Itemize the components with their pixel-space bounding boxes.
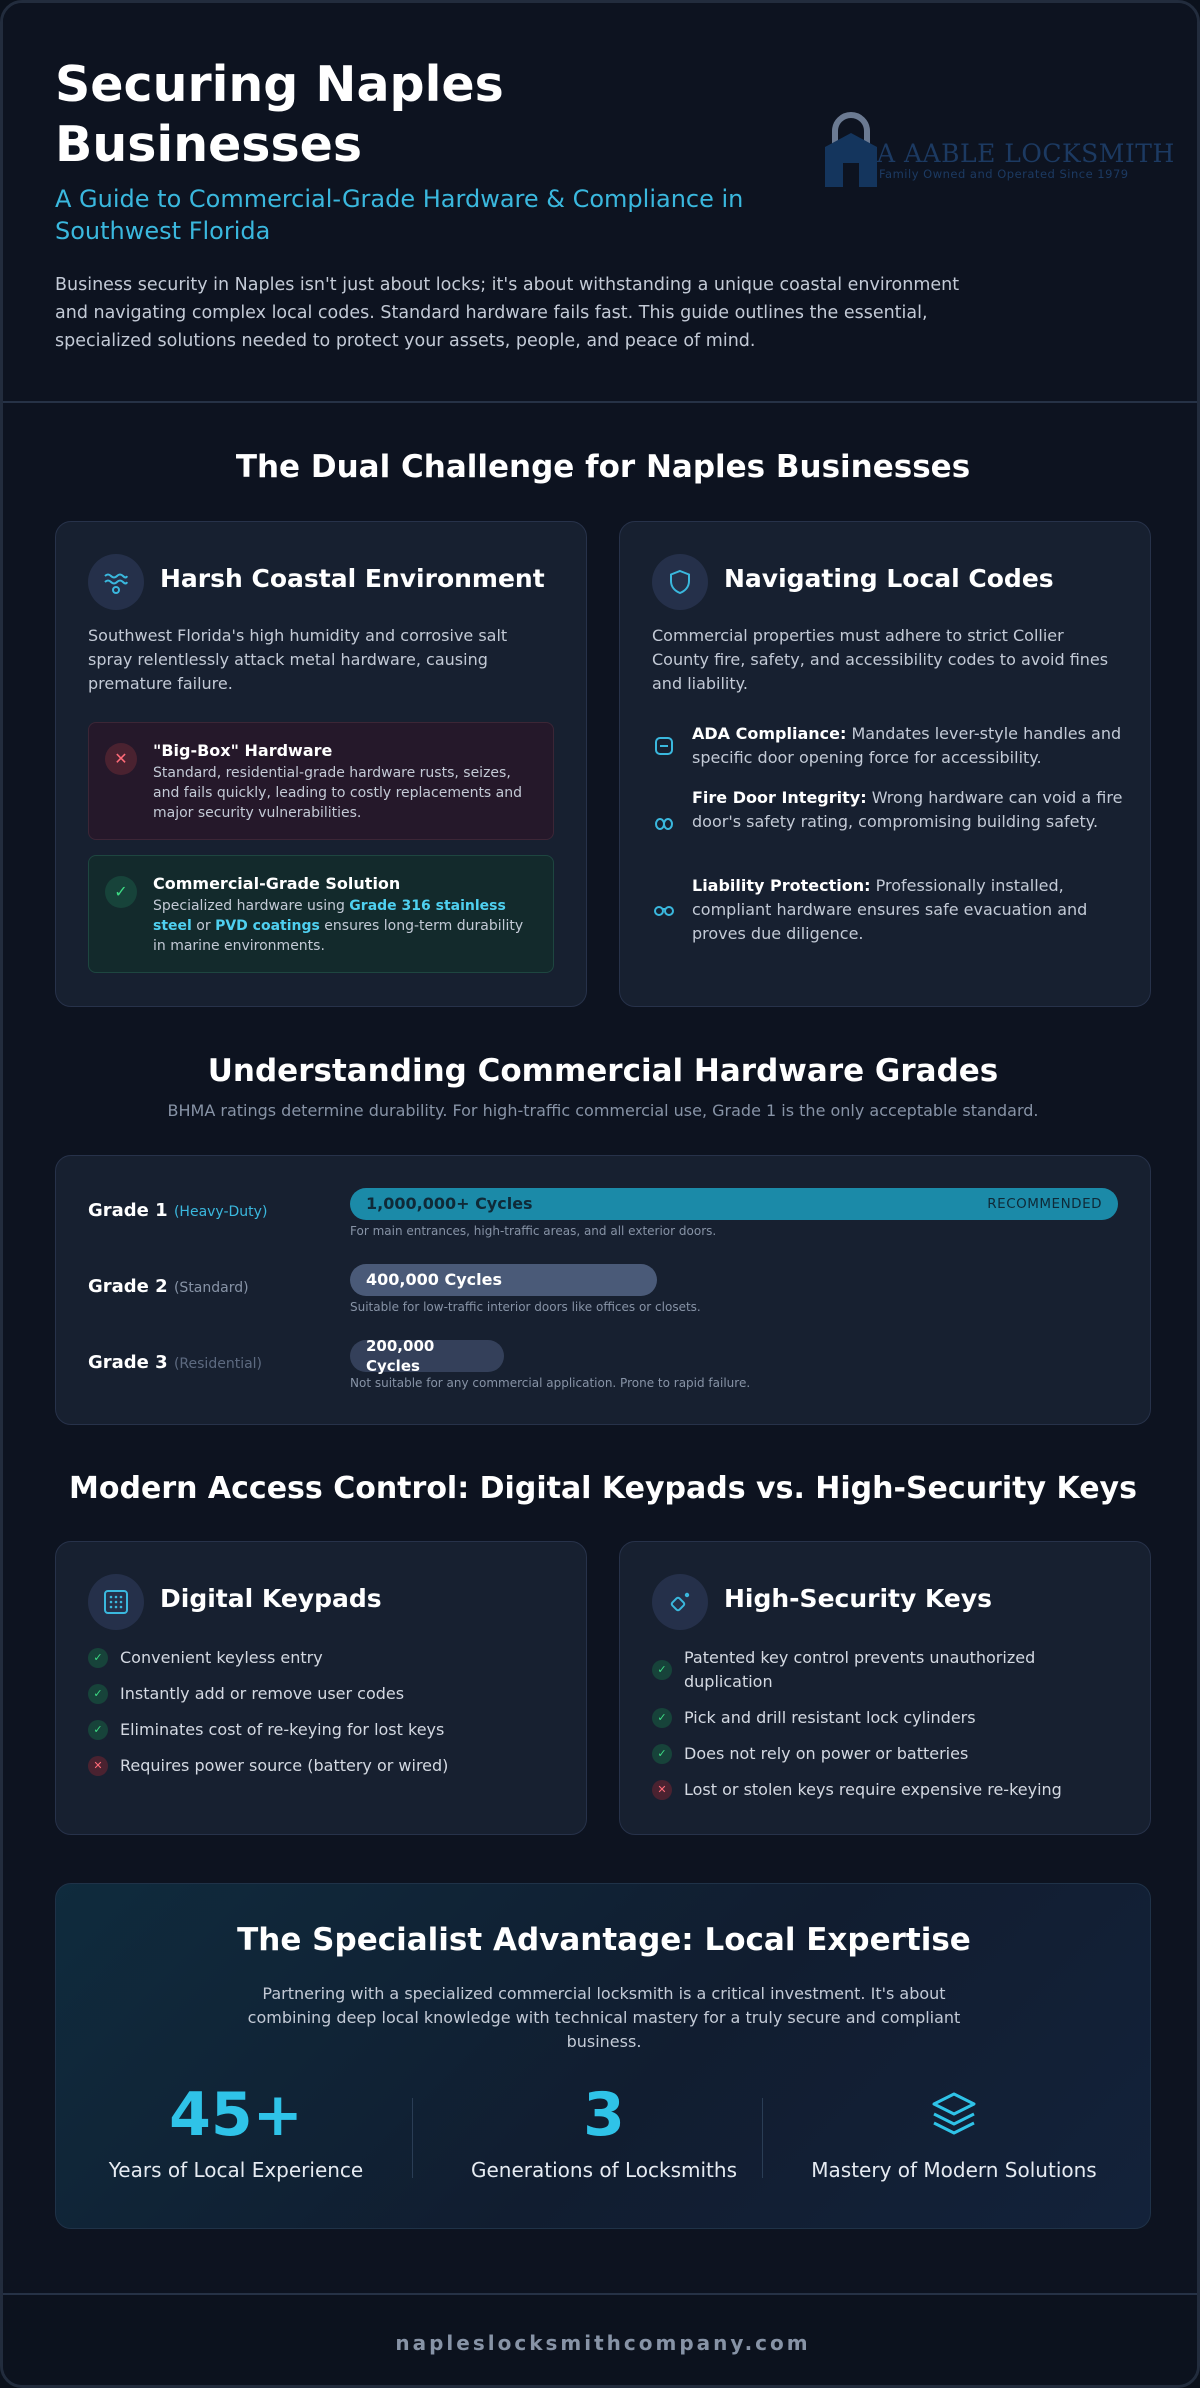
grade-bar: [350, 1337, 504, 1375]
section-title-access: Modern Access Control: Digital Keypads vs. High-Security Keys: [69, 1471, 1137, 1506]
waves-icon: [88, 554, 144, 610]
coastal-card-title: Harsh Coastal Environment: [160, 564, 545, 593]
grade-note: Suitable for low-traffic interior doors like offices or closets.: [350, 1300, 701, 1314]
specialist-panel: [55, 1883, 1151, 2229]
keys-card-title: High-Security Keys: [724, 1584, 993, 1613]
grade-label: Grade 2 (Standard): [88, 1276, 249, 1297]
specialist-desc: Partnering with a specialized commercial locksmith is a critical investment. It's about combining deep local knowledge with technical mastery for a truly secure and compliant business.: [247, 1984, 961, 2051]
commercial-solution-box: [88, 855, 554, 973]
list-item: ✓ Does not rely on power or batteries: [652, 1742, 1132, 1768]
codes-card-desc: Commercial properties must adhere to strict Collier County fire, safety, and accessibility codes to avoid fines and liability.: [652, 626, 1109, 693]
big-box-desc: Standard, residential-grade hardware rusts, seizes, and fails quickly, leading to costly replacements and major security vulnerabilities.: [153, 765, 523, 821]
grade-bar: [350, 1188, 1118, 1220]
commercial-solution-desc: Specialized hardware using Grade 316 stainless steel or PVD coatings ensures long-term durability in marine environments.: [153, 898, 524, 954]
list-item: ✓ Instantly add or remove user codes: [88, 1682, 568, 1708]
logo-brand-name: A AABLE LOCKSMITH: [877, 139, 1175, 168]
check-icon: ✓: [88, 1684, 108, 1704]
grade-label: Grade 3 (Residential): [88, 1352, 263, 1373]
stat-mastery: [774, 2080, 1134, 2182]
code-item-fire-door: Fire Door Integrity: Wrong hardware can void a fire door's safety rating, compromising building safety.: [652, 786, 1132, 860]
grade-label: Grade 1 (Heavy-Duty): [88, 1200, 268, 1221]
grade-cycles-label: 200,000 Cycles: [366, 1337, 435, 1375]
shield-icon: [652, 554, 708, 610]
stat-label: Mastery of Modern Solutions: [811, 2158, 1097, 2182]
list-item: ✕ Lost or stolen keys require expensive re-keying: [652, 1778, 1132, 1804]
grade-cycles-label: 1,000,000+ Cycles: [366, 1194, 533, 1213]
check-icon: ✓: [652, 1660, 672, 1680]
stat-divider: [762, 2098, 763, 2178]
list-item: ✓ Pick and drill resistant lock cylinders: [652, 1706, 1132, 1732]
keypad-icon: [88, 1574, 144, 1630]
padlock-logo-icon: [821, 111, 881, 191]
coastal-card-desc: Southwest Florida's high humidity and corrosive salt spray relentlessly attack metal hardware, causing premature failure.: [88, 626, 508, 693]
page-subtitle: A Guide to Commercial-Grade Hardware & Compliance in Southwest Florida: [55, 185, 744, 245]
fire-icon: [652, 810, 676, 834]
stat-value: 45+: [169, 2080, 303, 2150]
code-item-ada: ADA Compliance: Mandates lever-style handles and specific door opening force for accessibility.: [652, 722, 1132, 772]
grade-row-2: [88, 1264, 1118, 1328]
stat-label: Years of Local Experience: [108, 2158, 364, 2182]
stat-years: [56, 2080, 416, 2182]
check-icon: ✓: [105, 876, 137, 908]
code-item-liability: Liability Protection: Professionally installed, compliant hardware ensures safe evacuation and proves due diligence.: [652, 874, 1132, 948]
footer: [3, 2293, 1200, 2388]
key-icon: [652, 1574, 708, 1630]
codes-card-title: Navigating Local Codes: [724, 564, 1054, 593]
keys-card: [619, 1541, 1151, 1835]
stat-divider: [412, 2098, 413, 2178]
stat-generations: [424, 2080, 784, 2182]
x-icon: ✕: [88, 1756, 108, 1776]
page-title: Securing Naples Businesses: [55, 56, 504, 173]
hero-header: [3, 3, 1200, 403]
grade-row-3: [88, 1337, 1118, 1404]
layers-icon: [774, 2080, 1134, 2150]
grades-subtitle: BHMA ratings determine durability. For high-traffic commercial use, Grade 1 is the only acceptable standard.: [167, 1101, 1039, 1120]
keypads-card-title: Digital Keypads: [160, 1584, 382, 1613]
check-icon: ✓: [88, 1648, 108, 1668]
grades-card: [55, 1155, 1151, 1425]
check-icon: ✓: [652, 1708, 672, 1728]
link-icon: [652, 898, 676, 922]
check-icon: ✓: [652, 1744, 672, 1764]
recommended-badge: RECOMMENDED: [987, 1196, 1102, 1212]
grade-note: Not suitable for any commercial application. Prone to rapid failure.: [350, 1376, 751, 1390]
intro-paragraph: Business security in Naples isn't just about locks; it's about withstanding a unique coastal environment and navigating complex local codes. Standard hardware fails fast. This guide outlines the essential, specialized solutions needed to protect your assets, people, and peace of mind.: [55, 275, 960, 351]
list-item: ✓ Convenient keyless entry: [88, 1646, 568, 1672]
list-item: ✓ Eliminates cost of re-keying for lost keys: [88, 1718, 568, 1744]
company-logo: [821, 111, 1175, 191]
x-icon: ✕: [105, 743, 137, 775]
grade-bar: [350, 1264, 657, 1296]
list-item: ✓ Patented key control prevents unauthorized duplication: [652, 1646, 1132, 1696]
keypads-card: [55, 1541, 587, 1835]
list-item: ✕ Requires power source (battery or wired): [88, 1754, 568, 1780]
specialist-title: The Specialist Advantage: Local Expertise: [237, 1922, 971, 1958]
stat-label: Generations of Locksmiths: [471, 2158, 737, 2182]
x-icon: ✕: [652, 1780, 672, 1800]
big-box-warning: [88, 722, 554, 840]
grade-row-1: [88, 1188, 1118, 1252]
commercial-solution-title: Commercial-Grade Solution: [153, 874, 401, 893]
check-icon: ✓: [88, 1720, 108, 1740]
section-title-challenge: The Dual Challenge for Naples Businesses: [235, 449, 971, 485]
logo-tagline: Family Owned and Operated Since 1979: [879, 167, 1129, 181]
grade-cycles-label: 400,000 Cycles: [366, 1270, 502, 1289]
big-box-title: "Big-Box" Hardware: [153, 741, 333, 760]
stat-value: 3: [583, 2080, 625, 2150]
grade-note: For main entrances, high-traffic areas, and all exterior doors.: [350, 1224, 717, 1238]
section-title-grades: Understanding Commercial Hardware Grades: [207, 1053, 999, 1089]
codes-card: [619, 521, 1151, 1007]
coastal-card: [55, 521, 587, 1007]
footer-website-link[interactable]: napleslocksmithcompany.com: [395, 2331, 811, 2355]
ada-icon: [652, 734, 676, 758]
